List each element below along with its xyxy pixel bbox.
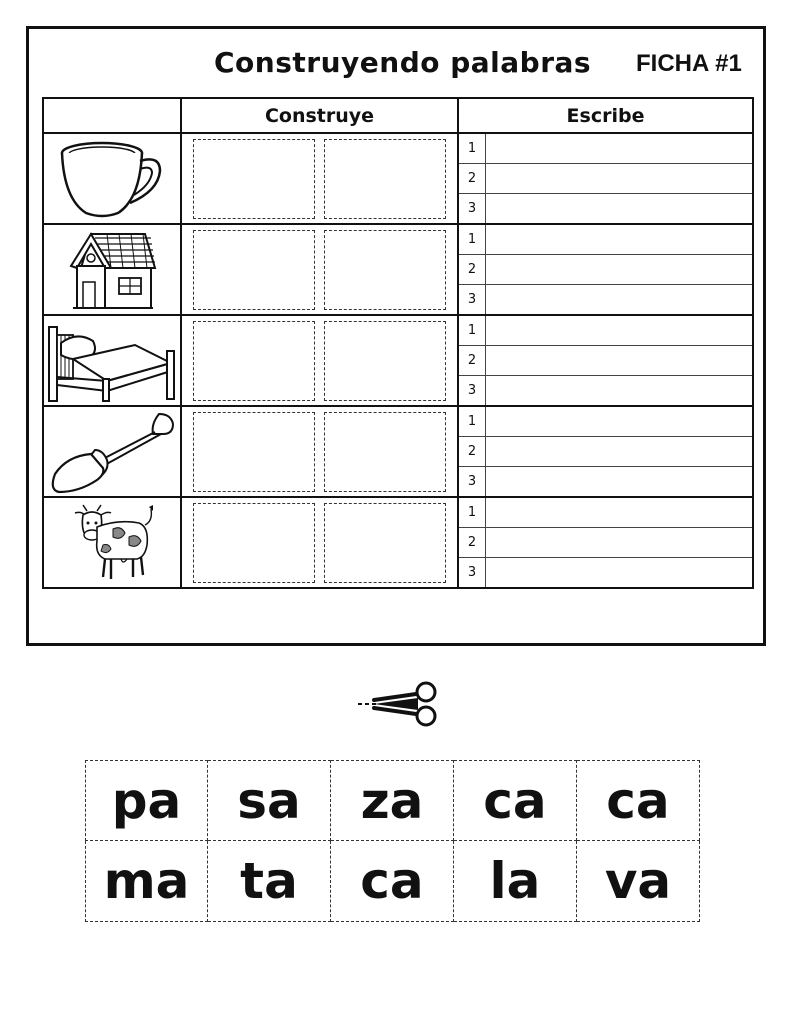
line-number: 3 bbox=[459, 376, 486, 405]
syllable-drop-box[interactable] bbox=[193, 139, 315, 219]
write-line[interactable] bbox=[486, 255, 752, 284]
write-line[interactable] bbox=[486, 346, 752, 375]
write-line[interactable] bbox=[486, 194, 752, 223]
write-line[interactable] bbox=[486, 316, 752, 345]
syllable-card[interactable]: la bbox=[454, 841, 577, 922]
syllable-card[interactable]: za bbox=[331, 760, 454, 841]
header-escribe: Escribe bbox=[458, 98, 753, 133]
write-line[interactable] bbox=[486, 528, 752, 557]
line-number: 3 bbox=[459, 194, 486, 223]
syllable-drop-box[interactable] bbox=[324, 412, 446, 492]
escribe-cell bbox=[459, 316, 752, 405]
syllable-card[interactable]: ma bbox=[85, 841, 208, 922]
syllable-drop-box[interactable] bbox=[324, 139, 446, 219]
syllable-card[interactable]: ca bbox=[331, 841, 454, 922]
construye-cell bbox=[182, 316, 457, 405]
syllable-drop-box[interactable] bbox=[193, 230, 315, 310]
line-number: 2 bbox=[459, 346, 486, 375]
line-number: 2 bbox=[459, 255, 486, 284]
write-line[interactable] bbox=[486, 437, 752, 466]
construye-cell bbox=[182, 134, 457, 223]
syllable-drop-box[interactable] bbox=[193, 412, 315, 492]
construye-cell bbox=[182, 407, 457, 496]
syllable-drop-box[interactable] bbox=[324, 503, 446, 583]
ficha-number: FICHA #1 bbox=[636, 50, 742, 77]
header-picture bbox=[43, 98, 181, 133]
write-line[interactable] bbox=[486, 285, 752, 314]
cow-icon bbox=[67, 501, 157, 585]
escribe-cell bbox=[459, 225, 752, 314]
escribe-cell bbox=[459, 134, 752, 223]
line-number: 3 bbox=[459, 467, 486, 496]
write-line[interactable] bbox=[486, 498, 752, 527]
write-line[interactable] bbox=[486, 376, 752, 405]
scissors-icon bbox=[358, 680, 442, 728]
table-header-row bbox=[43, 98, 753, 133]
line-number: 2 bbox=[459, 164, 486, 193]
table-row bbox=[43, 315, 753, 406]
escribe-cell bbox=[459, 498, 752, 587]
cup-icon bbox=[56, 137, 168, 221]
syllable-card[interactable]: va bbox=[577, 841, 700, 922]
house-icon bbox=[67, 228, 157, 312]
write-line[interactable] bbox=[486, 225, 752, 254]
syllable-card[interactable]: ta bbox=[208, 841, 331, 922]
syllable-drop-box[interactable] bbox=[324, 321, 446, 401]
table-row bbox=[43, 133, 753, 224]
bed-icon bbox=[47, 319, 177, 403]
write-line[interactable] bbox=[486, 164, 752, 193]
page-title: Construyendo palabras bbox=[214, 46, 592, 79]
write-line[interactable] bbox=[486, 467, 752, 496]
write-line[interactable] bbox=[486, 558, 752, 587]
line-number: 1 bbox=[459, 316, 486, 345]
syllable-card[interactable]: sa bbox=[208, 760, 331, 841]
line-number: 2 bbox=[459, 437, 486, 466]
write-line[interactable] bbox=[486, 407, 752, 436]
shovel-icon bbox=[47, 410, 177, 494]
line-number: 3 bbox=[459, 558, 486, 587]
line-number: 1 bbox=[459, 134, 486, 163]
line-number: 1 bbox=[459, 407, 486, 436]
table-row bbox=[43, 497, 753, 588]
syllable-drop-box[interactable] bbox=[193, 321, 315, 401]
write-line[interactable] bbox=[486, 134, 752, 163]
escribe-cell bbox=[459, 407, 752, 496]
syllable-cut-grid bbox=[85, 760, 700, 922]
syllable-card[interactable]: ca bbox=[454, 760, 577, 841]
worksheet-table bbox=[42, 97, 754, 589]
syllable-card[interactable]: pa bbox=[85, 760, 208, 841]
table-row bbox=[43, 224, 753, 315]
syllable-drop-box[interactable] bbox=[324, 230, 446, 310]
syllable-drop-box[interactable] bbox=[193, 503, 315, 583]
construye-cell bbox=[182, 498, 457, 587]
line-number: 2 bbox=[459, 528, 486, 557]
line-number: 1 bbox=[459, 498, 486, 527]
construye-cell bbox=[182, 225, 457, 314]
header-construye: Construye bbox=[181, 98, 458, 133]
line-number: 1 bbox=[459, 225, 486, 254]
syllable-card[interactable]: ca bbox=[577, 760, 700, 841]
table-row bbox=[43, 406, 753, 497]
line-number: 3 bbox=[459, 285, 486, 314]
